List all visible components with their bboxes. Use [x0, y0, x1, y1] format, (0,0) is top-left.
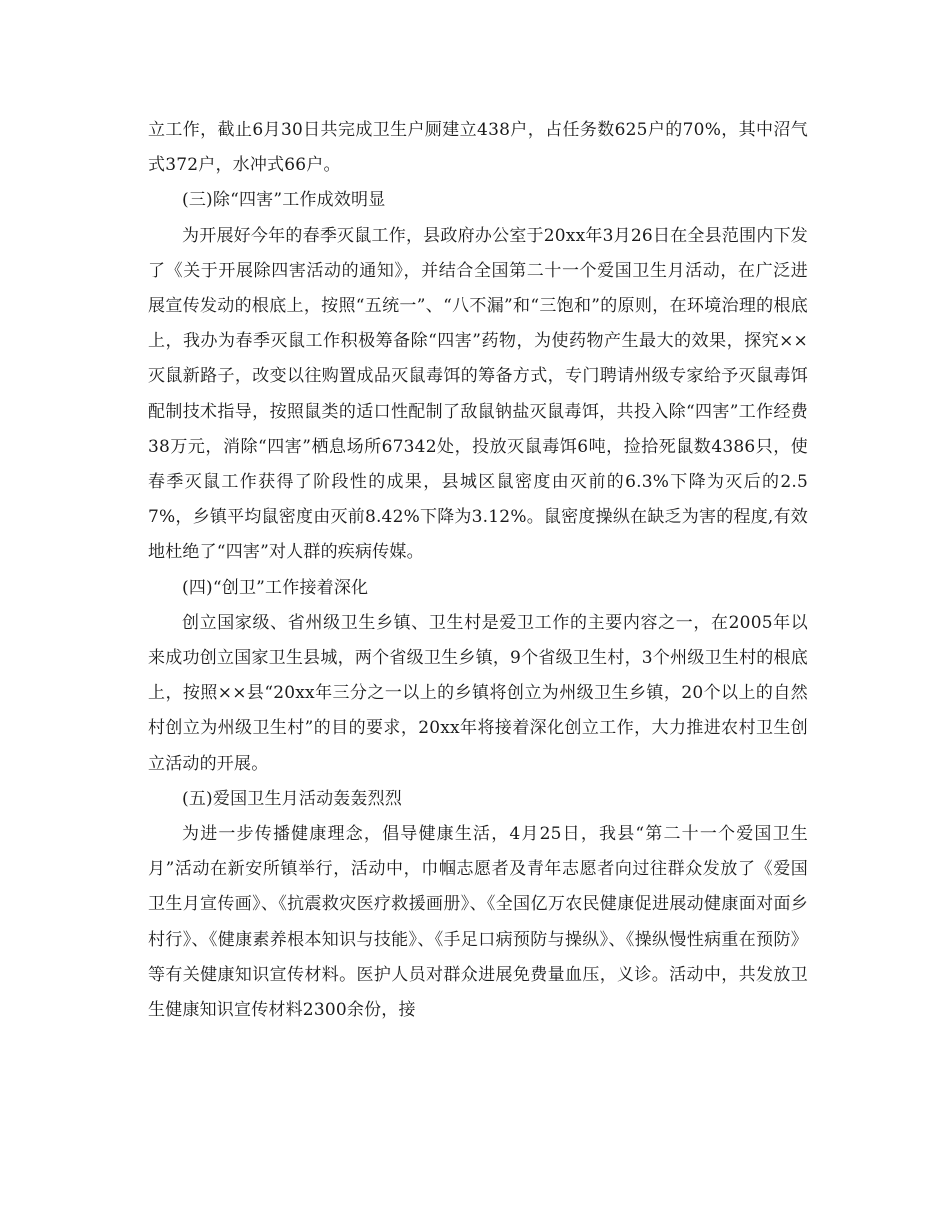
paragraph-sanitation-creation: 创立国家级、省州级卫生乡镇、卫生村是爱卫工作的主要内容之一，在2005年以来成功创立国家卫生县城，两个省级卫生乡镇，9个省级卫生村，3个州级卫生村的根底上，按照××县“20xx年三分之一以上的乡镇将创立为州级卫生乡镇，20个以上的自然村创立为州级卫生村”的目的要求，20xx年将接着深化创立工作，大力推进农村卫生创立活动的开展。 [148, 612, 808, 774]
document-body [148, 113, 808, 1028]
paragraph-rodent-control: 为开展好今年的春季灭鼠工作，县政府办公室于20xx年3月26日在全县范围内下发了《关于开展除四害活动的通知》，并结合全国第二十一个爱国卫生月活动，在广泛进展宣传发动的根底上，按照“五统一”、“八不漏”和“三饱和”的原则，在环境治理的根底上，我办为春季灭鼠工作积极筹备除“四害”药物，为使药物产生最大的效果，探究××灭鼠新路子，改变以往购置成品灭鼠毒饵的筹备方式，专门聘请州级专家给予灭鼠毒饵配制技术指导，按照鼠类的适口性配制了敌鼠钠盐灭鼠毒饵，共投入除“四害”工作经费38万元，消除“四害”栖息场所67342处，投放灭鼠毒饵6吨，捡拾死鼠数4386只，使春季灭鼠工作获得了阶段性的成果，县城区鼠密度由灭前的6.3%下降为灭后的2.57%，乡镇平均鼠密度由灭前8.42%下降为3.12%。鼠密度操纵在缺乏为害的程度,有效地杜绝了“四害”对人群的疾病传媒。 [148, 225, 808, 563]
paragraph-continued: 立工作，截止6月30日共完成卫生户厕建立438户，占任务数625户的70%，其中沼气式372户，水冲式66户。 [148, 120, 808, 176]
section-heading-4: (四)“创卫”工作接着深化 [182, 577, 369, 598]
section-heading-5: (五)爱国卫生月活动轰轰烈烈 [182, 788, 403, 809]
section-heading-3: (三)除“四害”工作成效明显 [182, 190, 386, 211]
paragraph-health-month: 为进一步传播健康理念，倡导健康生活，4月25日，我县“第二十一个爱国卫生月”活动在新安所镇举行，活动中，巾帼志愿者及青年志愿者向过往群众发放了《爱国卫生月宣传画》、《抗震救灾医疗救援画册》、《全国亿万农民健康促进展动健康面对面乡村行》、《健康素养根本知识与技能》、《手足口病预防与操纵》、《操纵慢性病重在预防》等有关健康知识宣传材料。医护人员对群众进展免费量血压，义诊。活动中，共发放卫生健康知识宣传材料2300余份，接 [148, 824, 808, 1021]
